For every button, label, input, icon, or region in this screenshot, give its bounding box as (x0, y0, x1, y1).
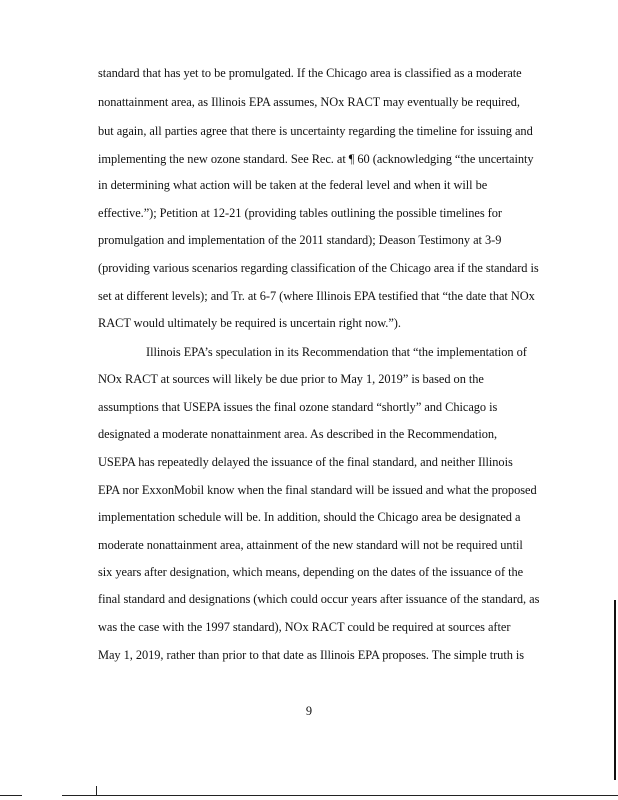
text-line: moderate nonattainment area, attainment of the new standard will not be required until (98, 538, 523, 552)
text-line: nonattainment area, as Illinois EPA assumes, NOx RACT may eventually be required, (98, 95, 520, 109)
text-line: RACT would ultimately be required is uncertain right now.”). (98, 316, 401, 330)
text-line: (providing various scenarios regarding classification of the Chicago area if the standard is (98, 261, 539, 275)
footer-rule (62, 795, 618, 796)
text-line: final standard and designations (which could occur years after issuance of the standard, as (98, 592, 540, 606)
text-line: in determining what action will be taken at the federal level and when it will be (98, 178, 488, 192)
text-line: promulgation and implementation of the 2011 standard); Deason Testimony at 3-9 (98, 233, 502, 247)
text-line: effective.”); Petition at 12-21 (providing tables outlining the possible timelines for (98, 206, 502, 220)
text-line: implementation schedule will be. In addition, should the Chicago area be designated a (98, 510, 521, 524)
text-line: set at different levels); and Tr. at 6-7 (where Illinois EPA testified that “the date that NOx (98, 289, 535, 303)
text-line: standard that has yet to be promulgated. If the Chicago area is classified as a moderate (98, 66, 522, 80)
text-line: Illinois EPA’s speculation in its Recommendation that “the implementation of (146, 345, 527, 359)
text-line: EPA nor ExxonMobil know when the final standard will be issued and what the proposed (98, 483, 537, 497)
text-line: USEPA has repeatedly delayed the issuance of the final standard, and neither Illinois (98, 455, 513, 469)
text-line: was the case with the 1997 standard), NOx RACT could be required at sources after (98, 620, 511, 634)
text-line: assumptions that USEPA issues the final ozone standard “shortly” and Chicago is (98, 400, 498, 414)
page-number: 9 (305, 704, 313, 718)
text-line: implementing the new ozone standard. See Rec. at ¶ 60 (acknowledging “the uncertainty (98, 152, 534, 166)
text-line: May 1, 2019, rather than prior to that date as Illinois EPA proposes. The simple truth is (98, 648, 525, 662)
margin-bar (614, 600, 616, 780)
text-line: six years after designation, which means, depending on the dates of the issuance of the (98, 565, 524, 579)
footer-rule (0, 795, 22, 796)
text-line: NOx RACT at sources will likely be due prior to May 1, 2019” is based on the (98, 372, 484, 386)
text-line: but again, all parties agree that there is uncertainty regarding the timeline for issuing and (98, 124, 533, 138)
text-line: designated a moderate nonattainment area. As described in the Recommendation, (98, 427, 498, 441)
footer-rule-tick (96, 786, 97, 795)
